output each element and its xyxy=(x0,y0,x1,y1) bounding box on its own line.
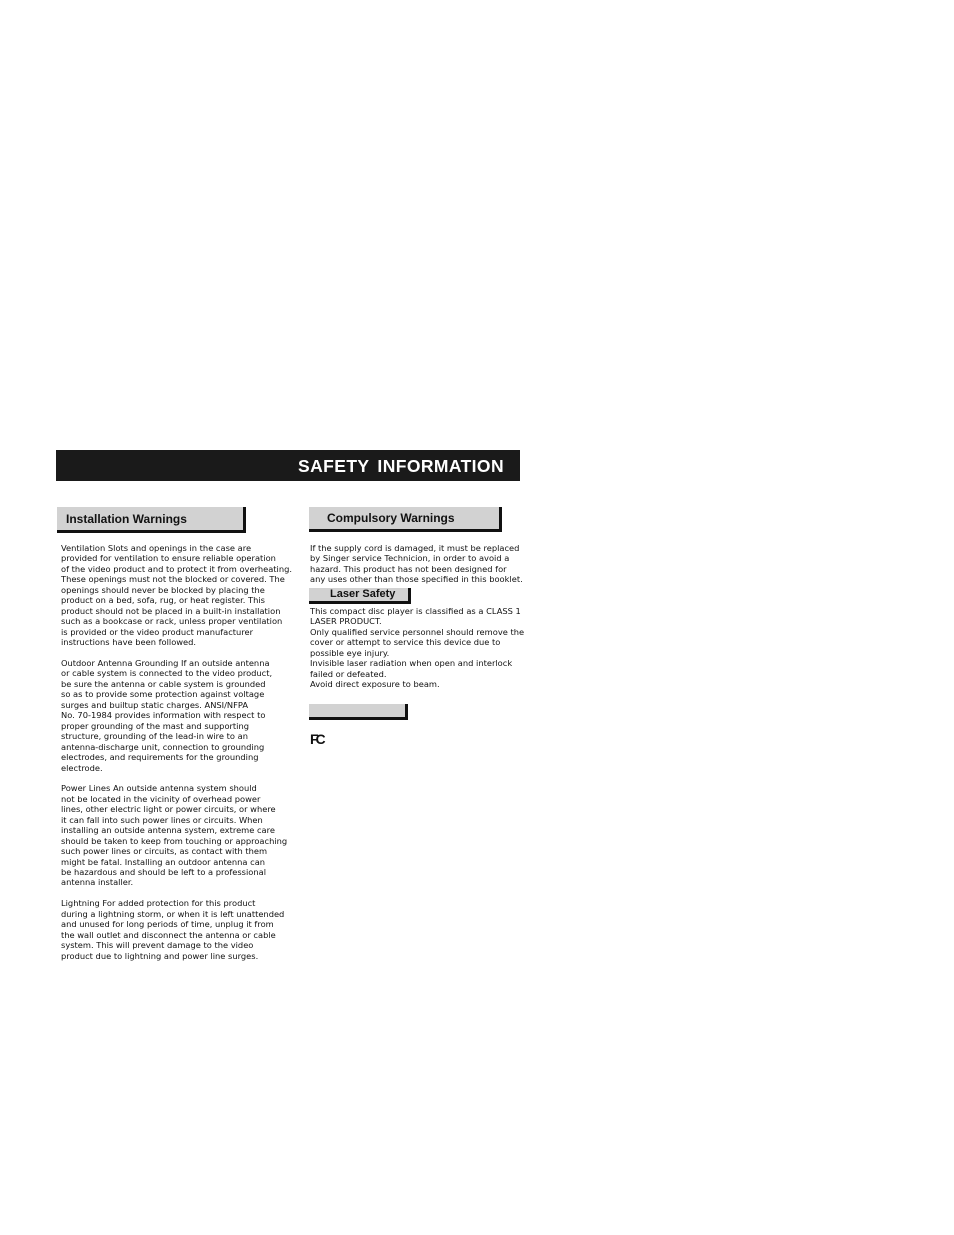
paragraph xyxy=(61,783,292,888)
compulsory-warnings-label: Compulsory Warnings xyxy=(327,511,455,525)
text-line: system. This will prevent damage to the video xyxy=(61,940,254,951)
laser-safety-text xyxy=(310,606,524,690)
text-line: instructions have been followed. xyxy=(61,637,197,648)
title-bar xyxy=(56,450,520,481)
text-line: any uses other than those specified in this booklet. xyxy=(310,574,523,585)
text-line: antenna-discharge unit, connection to grounding xyxy=(61,741,265,752)
installation-warnings-text xyxy=(61,543,292,961)
text-line: is provided or the video product manufacturer xyxy=(61,626,254,637)
paragraph xyxy=(61,658,292,773)
text-line: No. 70-1984 provides information with respect to xyxy=(61,710,266,721)
text-line: be sure the antenna or cable system is grounded xyxy=(61,678,266,689)
text-line: of the video product and to protect it from overheating. xyxy=(61,563,292,574)
text-line: provided for ventilation to ensure reliable operation xyxy=(61,553,276,564)
paragraph xyxy=(61,898,292,961)
text-line: If the supply cord is damaged, it must be replaced xyxy=(310,543,520,553)
text-line: electrode. xyxy=(61,762,103,773)
text-line: Power Lines An outside antenna system should xyxy=(61,783,257,794)
text-line: antenna installer. xyxy=(61,877,134,888)
text-line: LASER PRODUCT. xyxy=(310,616,382,627)
text-line: the wall outlet and disconnect the antenna or cable xyxy=(61,929,276,940)
installation-warnings-heading xyxy=(57,507,246,533)
text-line: lines, other electric light or power circuits, or where xyxy=(61,804,276,815)
text-line: such as a bookcase or rack, unless proper ventilation xyxy=(61,616,283,627)
text-line: or cable system is connected to the video product, xyxy=(61,668,273,679)
blank-heading-box xyxy=(309,704,408,720)
text-line: structure, grounding of the lead-in wire to an xyxy=(61,731,248,742)
text-line: it can fall into such power lines or circuits. When xyxy=(61,814,263,825)
text-line: should be taken to keep from touching or approaching xyxy=(61,835,288,846)
text-line: so as to provide some protection against voltage xyxy=(61,689,265,700)
text-line: Avoid direct exposure to beam. xyxy=(310,679,440,690)
compulsory-warnings-text xyxy=(310,543,523,585)
text-line: electrodes, and requirements for the grounding xyxy=(61,752,259,763)
installation-warnings-label: Installation Warnings xyxy=(66,512,187,526)
text-line: failed or defeated. xyxy=(310,668,387,679)
laser-safety-label: Laser Safety xyxy=(330,588,396,600)
text-line: Ventilation Slots and openings in the case are xyxy=(61,543,252,553)
laser-safety-heading xyxy=(309,588,411,604)
text-line: be hazardous and should be left to a professional xyxy=(61,867,267,878)
text-line: hazard. This product has not been designed for xyxy=(310,563,507,574)
page-title: SAFETY INFORMATION xyxy=(298,456,504,476)
text-line: possible eye injury. xyxy=(310,647,390,658)
text-line: Invisible laser radiation when open and interlock xyxy=(310,658,513,669)
text-line: such power lines or circuits, as contact with them xyxy=(61,846,268,857)
text-line: might be fatal. Installing an outdoor antenna can xyxy=(61,856,266,867)
text-line: product should not be placed in a built-in installation xyxy=(61,605,281,616)
text-line: Only qualified service personnel should remove the xyxy=(310,626,525,637)
text-line: openings should never be blocked by placing the xyxy=(61,584,265,595)
text-line: These openings must not the blocked or covered. The xyxy=(61,574,285,585)
text-line: This compact disc player is classified as a CLASS 1 xyxy=(310,606,521,616)
text-line: surges and builtup static charges. ANSI/NFPA xyxy=(61,699,249,710)
text-line: Outdoor Antenna Grounding If an outside antenna xyxy=(61,657,270,668)
text-line: product on a bed, sofa, rug, or heat register. This xyxy=(61,595,265,606)
text-line: installing an outside antenna system, extreme care xyxy=(61,825,275,836)
text-line: cover or attempt to service this device due to xyxy=(310,637,501,648)
text-line: product due to lightning and power line surges. xyxy=(61,950,259,961)
text-line: and unused for long periods of time, unplug it from xyxy=(61,919,274,930)
text-line: not be located in the vicinity of overhead power xyxy=(61,793,261,804)
text-line: by Singer service Technicion, in order to avoid a xyxy=(310,553,510,564)
compulsory-warnings-heading xyxy=(309,507,502,532)
text-line: during a lightning storm, or when it is left unattended xyxy=(61,908,285,919)
paragraph xyxy=(61,543,292,648)
fc-logo: FC xyxy=(310,731,323,747)
text-line: Lightning For added protection for this product xyxy=(61,898,256,909)
text-line: proper grounding of the mast and supporting xyxy=(61,720,250,731)
